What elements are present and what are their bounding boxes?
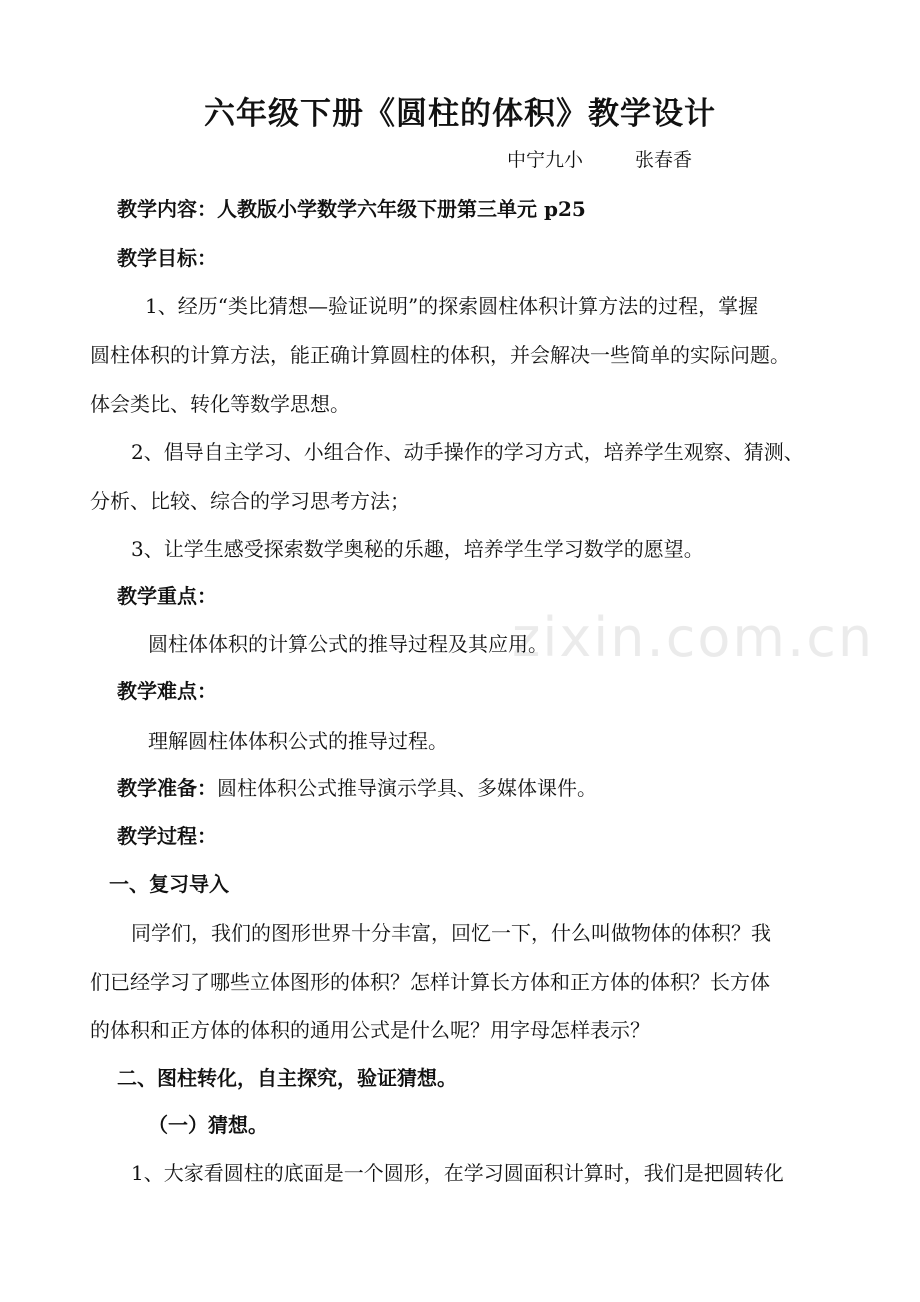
preparation-line — [117, 774, 597, 802]
section-1-line-3: 的体积和正方体的体积的通用公式是什么呢？用字母怎样表示？ — [90, 1018, 650, 1042]
goal-2-line-1: 2、倡导自主学习、小组合作、动手操作的学习方式，培养学生观察、猜测、 — [131, 440, 804, 464]
preparation-label: 教学准备： — [117, 776, 217, 800]
difficulty-text: 理解圆柱体体积公式的推导过程。 — [148, 729, 448, 753]
teaching-goals-label: 教学目标： — [117, 246, 217, 270]
author-school: 中宁九小 — [507, 149, 584, 171]
preparation-text: 圆柱体积公式推导演示学具、多媒体课件。 — [217, 776, 597, 800]
difficulty-label: 教学难点： — [117, 679, 217, 703]
section-1-line-2: 们已经学习了哪些立体图形的体积？怎样计算长方体和正方体的体积？长方体 — [90, 970, 770, 994]
goal-1-line-3: 体会类比、转化等数学思想。 — [90, 392, 350, 416]
goal-3-line: 3、让学生感受探索数学奥秘的乐趣，培养学生学习数学的愿望。 — [131, 537, 704, 561]
process-label: 教学过程： — [117, 824, 217, 848]
section-2-heading: 二、图柱转化，自主探究，验证猜想。 — [117, 1066, 457, 1090]
goal-1-line-2: 圆柱体积的计算方法，能正确计算圆柱的体积，并会解决一些简单的实际问题。 — [90, 343, 790, 367]
teaching-content-value: 人教版小学数学六年级下册第三单元 p25 — [217, 197, 586, 221]
author-line — [507, 147, 692, 173]
goal-1-line-1: 1、经历“类比猜想—验证说明”的探索圆柱体积计算方法的过程，掌握 — [145, 294, 759, 318]
subsection-1-line-1: 1、大家看圆柱的底面是一个圆形，在学习圆面积计算时，我们是把圆转化 — [131, 1161, 784, 1185]
section-1-heading: 一、复习导入 — [109, 872, 229, 896]
key-points-text: 圆柱体体积的计算公式的推导过程及其应用。 — [148, 632, 548, 656]
section-1-line-1: 同学们，我们的图形世界十分丰富，回忆一下，什么叫做物体的体积？我 — [131, 921, 771, 945]
author-name: 张春香 — [635, 149, 693, 171]
teaching-content-label: 教学内容： — [117, 197, 217, 221]
teaching-content-line — [117, 195, 586, 223]
key-points-label: 教学重点： — [117, 584, 217, 608]
subsection-1-heading: （一）猜想。 — [148, 1113, 268, 1137]
goal-2-line-2: 分析、比较、综合的学习思考方法； — [90, 489, 410, 513]
document-title: 六年级下册《圆柱的体积》教学设计 — [204, 96, 716, 132]
watermark: zixin.com.cn — [512, 606, 875, 669]
